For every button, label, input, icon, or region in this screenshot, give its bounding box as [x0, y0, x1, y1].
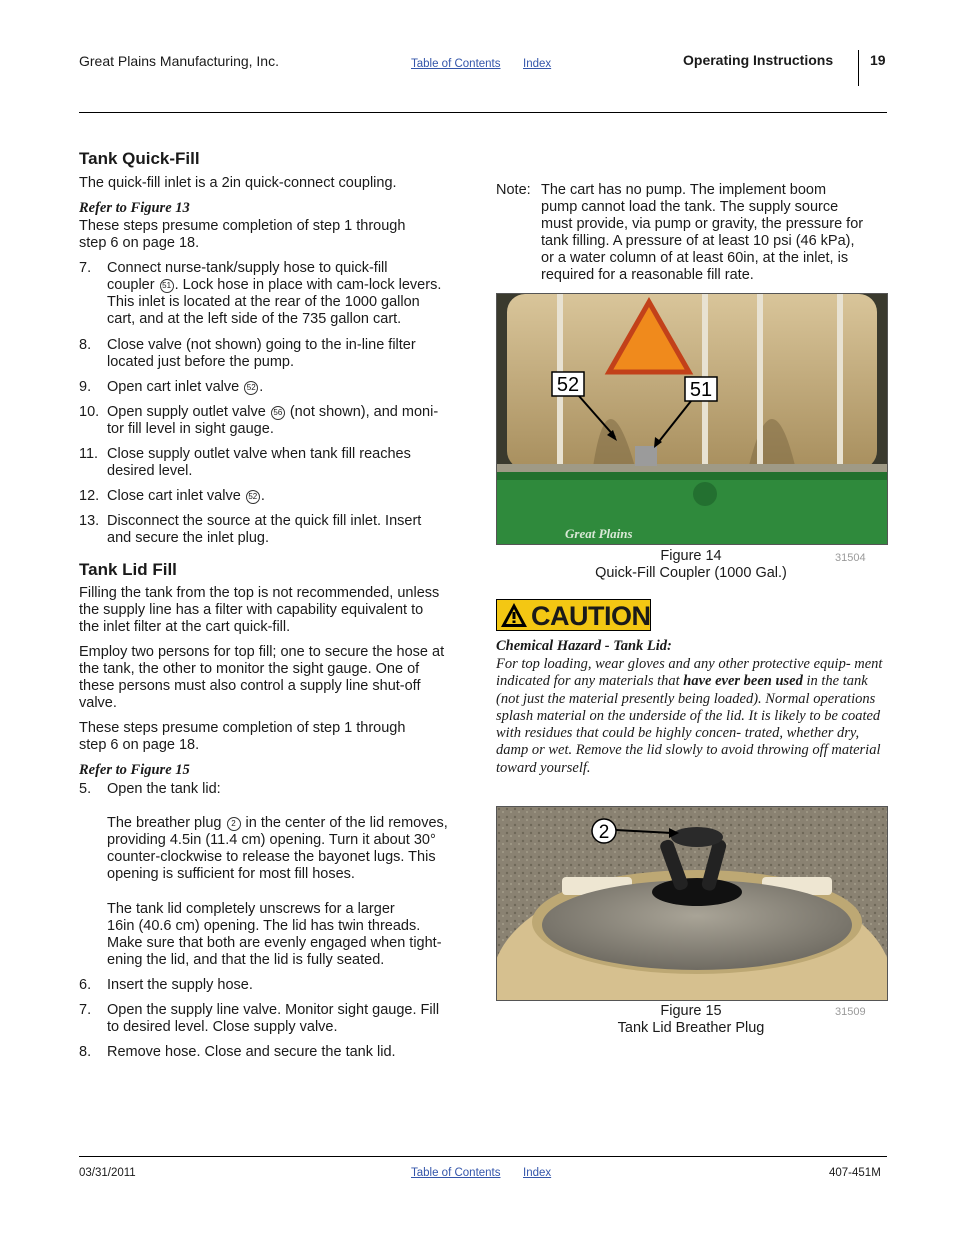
figure-15-id: 31509 — [835, 1006, 866, 1018]
lidfill-step-5-lid — [79, 901, 479, 971]
callout-51-label: 51 — [689, 379, 713, 401]
step-line: providing 4.5in (11.4 cm) opening. Turn it about 30° — [107, 832, 436, 848]
quickfill-presume-2: step 6 on page 18. — [79, 235, 200, 251]
header-divider — [858, 50, 859, 86]
note-line: or a water column of at least 60in, at the inlet, is — [541, 250, 849, 266]
footer-index-link[interactable]: Index — [523, 1167, 552, 1179]
step-number: 13. — [79, 513, 100, 529]
figure-14-caption-title: Quick-Fill Coupler (1000 Gal.) — [595, 565, 787, 581]
quickfill-step-12 — [79, 488, 479, 506]
step-line: Connect nurse-tank/supply hose to quick-fill — [107, 260, 388, 276]
step-line: This inlet is located at the rear of the 1000 gallon — [107, 294, 420, 310]
step-number: 8. — [79, 1044, 92, 1060]
lidfill-step-5 — [79, 781, 479, 799]
header-index-link[interactable]: Index — [523, 58, 552, 70]
lidfill-step-8 — [79, 1044, 479, 1062]
step-line: The breather plug 2 in the center of the lid removes, — [107, 815, 448, 831]
hazard-body: For top loading, wear gloves and any other protective equip- ment indicated for any materials that have ever been used in the tank (not just the material presently being loaded). Normal operations splash material on the underside of the lid. It is likely to be coated with residues that could be highly concen- trated, whether dry, damp or wet. Remove the lid slowly to avoid throwing off material toward yourself. — [496, 656, 883, 776]
callout-2-label: 2 — [598, 822, 610, 843]
quickfill-step-8 — [79, 337, 479, 373]
lidfill-p1-line: the supply line has a filter with capability equivalent to — [79, 602, 424, 618]
note-line: tank filling. A pressure of at least 10 psi (46 kPa), — [541, 233, 855, 249]
callout-ref: 52 — [244, 381, 258, 395]
quickfill-step-11 — [79, 446, 479, 482]
lidfill-p1-line: Filling the tank from the top is not recommended, unless — [79, 585, 440, 601]
quickfill-presume-1: These steps presume completion of step 1 through — [79, 218, 406, 234]
figure-15-caption-title: Tank Lid Breather Plug — [617, 1020, 765, 1036]
step-line: Disconnect the source at the quick fill inlet. Insert — [107, 513, 422, 529]
lidfill-p1-line: the inlet filter at the cart quick-fill. — [79, 619, 291, 635]
figure-15-photo — [496, 806, 888, 1001]
lidfill-p2-line: valve. — [79, 695, 117, 711]
note-line: must provide, via pump or gravity, the pressure for — [541, 216, 864, 232]
quickfill-step-13 — [79, 513, 479, 549]
quickfill-heading: Tank Quick-Fill — [79, 149, 200, 168]
step-line: and secure the inlet plug. — [107, 530, 270, 546]
footer-date: 03/31/2011 — [79, 1167, 136, 1179]
hazard-emphasis: have ever been used — [683, 673, 803, 690]
lidfill-p3-line: These steps presume completion of step 1 through — [79, 720, 406, 736]
caution-label: CAUTION — [531, 601, 651, 631]
step-line: coupler 51 . Lock hose in place with cam-lock levers. — [107, 277, 442, 293]
step-number: 5. — [79, 781, 92, 797]
quickfill-refer: Refer to Figure 13 — [79, 200, 190, 216]
step-line: Open the tank lid: — [107, 781, 221, 797]
step-number: 7. — [79, 260, 92, 276]
note-line: pump cannot load the tank. The supply source — [541, 199, 839, 215]
step-line: Remove hose. Close and secure the tank lid. — [107, 1044, 396, 1060]
step-line: cart, and at the left side of the 735 gallon cart. — [107, 311, 402, 327]
step-number: 10. — [79, 404, 100, 420]
step-line: Open supply outlet valve 56 (not shown), and moni- — [107, 404, 439, 420]
section-title: Operating Instructions — [683, 52, 834, 68]
lidfill-p2-line: these persons must also control a supply line shut-off — [79, 678, 421, 694]
lidfill-p2-line: the tank, the other to monitor the sight gauge. One of — [79, 661, 420, 677]
lidfill-step-6 — [79, 977, 479, 995]
footer-toc-link[interactable]: Table of Contents — [411, 1167, 501, 1179]
step-line: tor fill level in sight gauge. — [107, 421, 274, 437]
quickfill-step-10 — [79, 404, 479, 440]
callout-ref: 2 — [227, 817, 241, 831]
step-line: 16in (40.6 cm) opening. The lid has twin threads. — [107, 918, 421, 934]
note-line: required for a reasonable fill rate. — [541, 267, 754, 283]
footer-doc-number: 407-451M — [829, 1167, 881, 1179]
quickfill-step-7 — [79, 260, 479, 330]
step-line: ening the lid, and that the lid is fully seated. — [107, 952, 385, 968]
header-rule — [79, 112, 887, 113]
lidfill-heading: Tank Lid Fill — [79, 560, 177, 579]
quickfill-intro: The quick-fill inlet is a 2in quick-connect coupling. — [79, 175, 397, 191]
warning-triangle-icon — [500, 602, 528, 628]
figure-15-caption-number: Figure 15 — [660, 1003, 722, 1019]
step-line: Make sure that both are evenly engaged when tight- — [107, 935, 442, 951]
callout-52-label: 52 — [556, 374, 580, 396]
lidfill-p2-line: Employ two persons for top fill; one to secure the hose at — [79, 644, 445, 660]
step-number: 11. — [79, 446, 99, 462]
figure-14-photo — [496, 293, 888, 545]
step-line: Open cart inlet valve 52 . — [107, 379, 264, 395]
callout-ref: 56 — [271, 406, 285, 420]
lidfill-step-7 — [79, 1002, 479, 1038]
step-line: opening is sufficient for most fill hoses. — [107, 866, 355, 882]
step-line: desired level. — [107, 463, 193, 479]
step-number: 12. — [79, 488, 100, 504]
page-number: 19 — [870, 52, 886, 68]
hazard-title: Chemical Hazard - Tank Lid: — [496, 638, 672, 654]
callout-ref: 52 — [246, 490, 260, 504]
step-number: 7. — [79, 1002, 92, 1018]
step-number: 9. — [79, 379, 92, 395]
note-line: The cart has no pump. The implement boom — [541, 182, 827, 198]
quickfill-step-9 — [79, 379, 479, 397]
note-label: Note: — [496, 182, 531, 198]
step-line: located just before the pump. — [107, 354, 295, 370]
header-toc-link[interactable]: Table of Contents — [411, 58, 501, 70]
step-line: The tank lid completely unscrews for a larger — [107, 901, 395, 917]
step-number: 6. — [79, 977, 92, 993]
caution-badge — [496, 599, 651, 631]
step-line: counter-clockwise to release the bayonet lugs. This — [107, 849, 436, 865]
figure-14-id: 31504 — [835, 552, 866, 564]
lidfill-p3-line: step 6 on page 18. — [79, 737, 200, 753]
company-name: Great Plains Manufacturing, Inc. — [79, 53, 279, 69]
step-line: Insert the supply hose. — [107, 977, 253, 993]
brand-decal: Great Plains — [565, 526, 633, 541]
lidfill-step-5-breather — [79, 815, 479, 885]
step-line: to desired level. Close supply valve. — [107, 1019, 338, 1035]
step-number: 8. — [79, 337, 92, 353]
step-line: Close valve (not shown) going to the in-line filter — [107, 337, 416, 353]
callout-ref: 51 — [160, 279, 174, 293]
lidfill-refer: Refer to Figure 15 — [79, 762, 190, 778]
figure-14-caption-number: Figure 14 — [660, 548, 722, 564]
step-line: Open the supply line valve. Monitor sight gauge. Fill — [107, 1002, 440, 1018]
step-line: Close cart inlet valve 52 . — [107, 488, 265, 504]
footer-rule — [79, 1156, 887, 1157]
step-line: Close supply outlet valve when tank fill reaches — [107, 446, 411, 462]
